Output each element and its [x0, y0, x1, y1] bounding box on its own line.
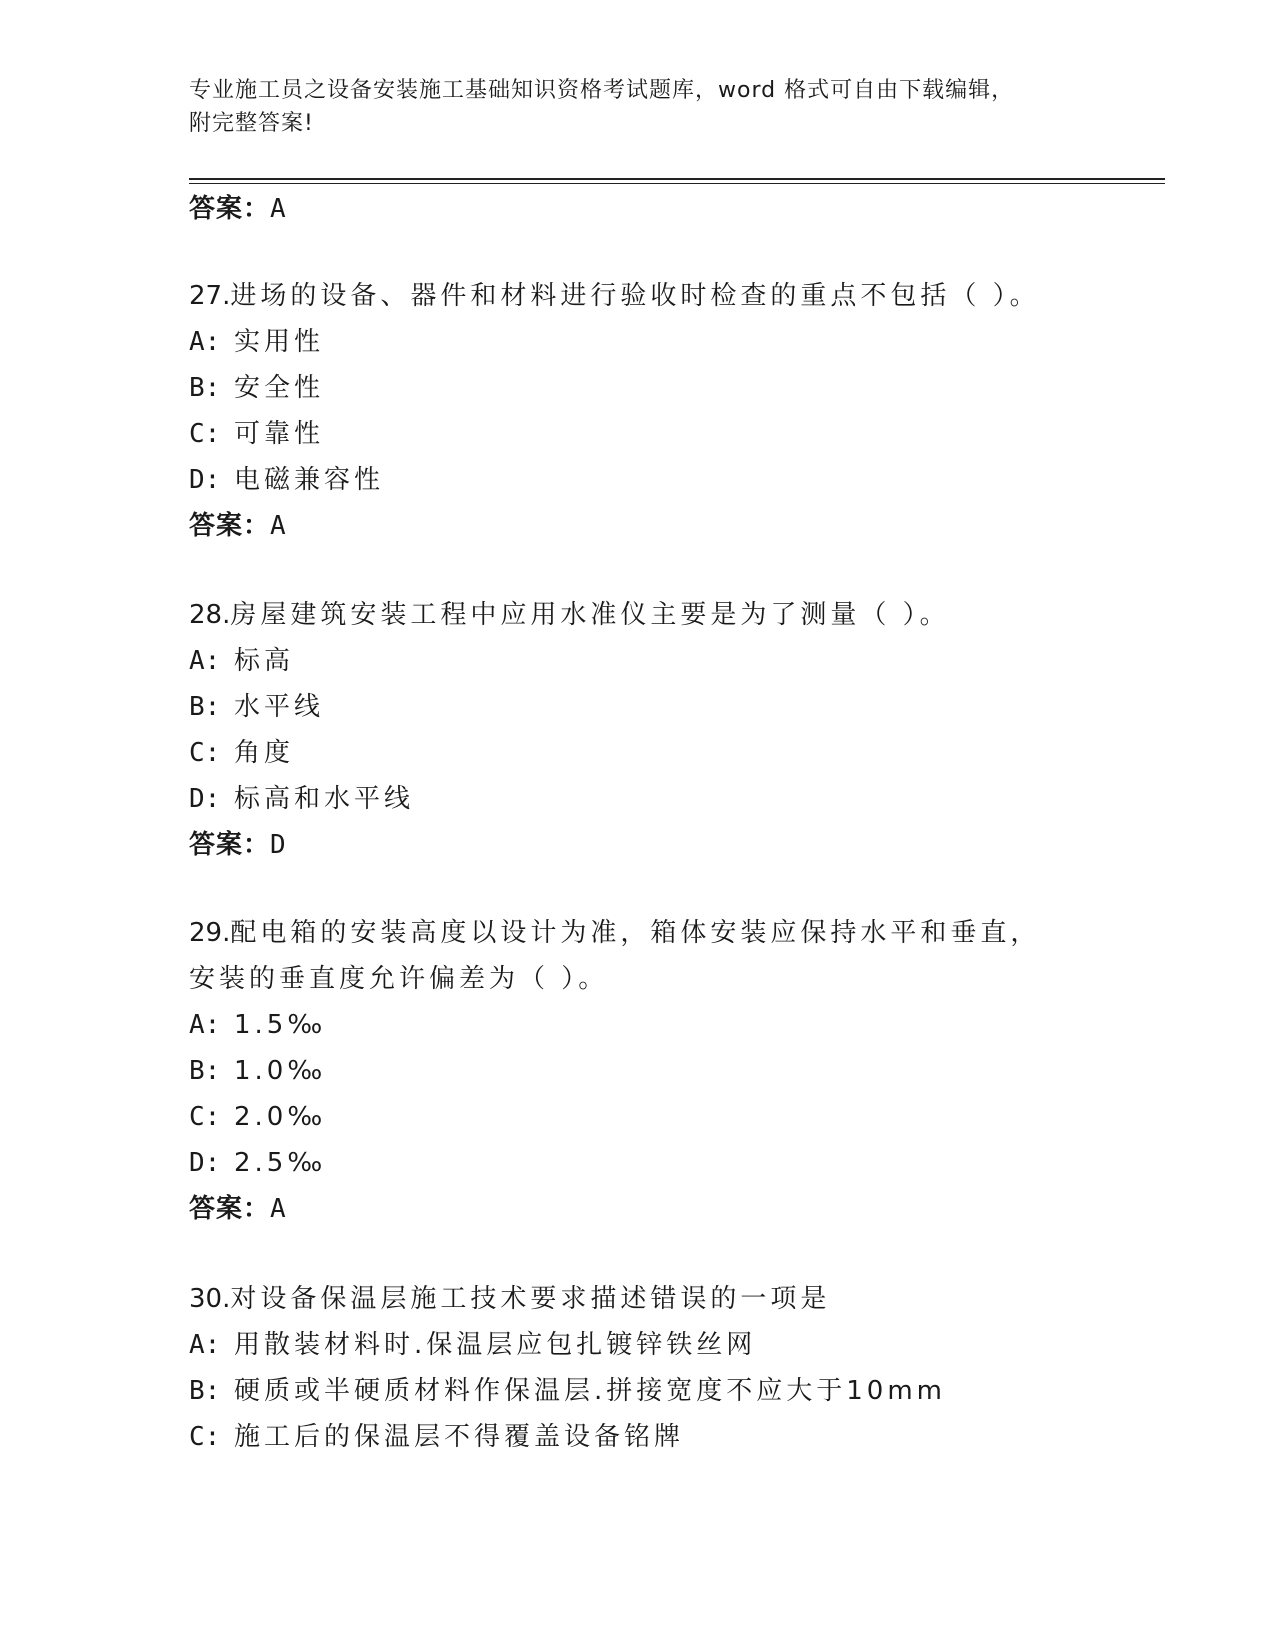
option-text: 安全性	[234, 373, 325, 403]
option-key: A:	[189, 646, 221, 676]
option-key: B:	[189, 373, 221, 403]
answer-value: A	[270, 194, 287, 224]
question-number: 29.	[189, 918, 231, 948]
option-text: 角度	[234, 738, 295, 768]
answer-label: 答案：	[189, 194, 271, 224]
question-27	[189, 273, 1089, 549]
option-a	[189, 638, 1089, 684]
question-29	[189, 910, 1069, 1232]
option-text: 2.0‰	[234, 1102, 327, 1132]
answer-label: 答案：	[189, 511, 271, 541]
question-number: 30.	[189, 1284, 231, 1314]
answer-value: A	[270, 1194, 287, 1224]
option-text: 标高和水平线	[234, 784, 415, 814]
option-key: C:	[189, 1422, 221, 1452]
answer-label: 答案：	[189, 830, 271, 860]
option-c	[189, 1094, 1069, 1140]
option-text: 水平线	[234, 692, 325, 722]
option-d	[189, 1140, 1069, 1186]
option-b	[189, 365, 1089, 411]
option-text: 实用性	[234, 327, 325, 357]
option-text: 标高	[234, 646, 295, 676]
option-b	[189, 1048, 1069, 1094]
question-stem: 对设备保温层施工技术要求描述错误的一项是	[230, 1284, 831, 1314]
option-key: D:	[189, 465, 221, 495]
answer-line	[189, 822, 1089, 868]
option-a	[189, 1002, 1069, 1048]
question-stem: 进场的设备、器件和材料进行验收时检查的重点不包括（ ）。	[230, 281, 1040, 311]
question-30	[189, 1276, 1089, 1460]
option-d	[189, 776, 1089, 822]
option-key: A:	[189, 327, 221, 357]
option-text: 2.5‰	[234, 1148, 327, 1178]
question-stem: 配电箱的安装高度以设计为准，箱体安装应保持水平和垂直，安装的垂直度允许偏差为（ ）。	[189, 918, 1041, 994]
answer-line	[189, 503, 1089, 549]
option-c	[189, 411, 1089, 457]
option-key: D:	[189, 784, 221, 814]
option-b	[189, 1368, 1089, 1414]
option-a	[189, 319, 1089, 365]
option-text: 1.0‰	[234, 1056, 327, 1086]
document-header	[189, 74, 1089, 140]
option-text: 电磁兼容性	[234, 465, 385, 495]
option-key: B:	[189, 1056, 221, 1086]
header-line-2: 附完整答案!	[189, 111, 314, 136]
option-key: A:	[189, 1330, 221, 1360]
previous-answer	[189, 186, 287, 232]
answer-label: 答案：	[189, 1194, 271, 1224]
option-key: B:	[189, 1376, 221, 1406]
question-28	[189, 592, 1089, 868]
option-key: A:	[189, 1010, 221, 1040]
option-key: C:	[189, 1102, 221, 1132]
answer-line	[189, 1186, 1069, 1232]
question-text	[189, 910, 1069, 1002]
question-text	[189, 592, 1089, 638]
header-rule-thin	[189, 183, 1165, 184]
option-text: 用散装材料时.保温层应包扎镀锌铁丝网	[234, 1330, 757, 1360]
option-text: 可靠性	[234, 419, 325, 449]
option-b	[189, 684, 1089, 730]
option-text: 1.5‰	[234, 1010, 327, 1040]
question-text	[189, 273, 1089, 319]
option-c	[189, 1414, 1089, 1460]
question-number: 27.	[189, 281, 231, 311]
option-a	[189, 1322, 1089, 1368]
option-c	[189, 730, 1089, 776]
header-rule-thick	[189, 178, 1165, 180]
option-key: D:	[189, 1148, 221, 1178]
option-text: 施工后的保温层不得覆盖设备铭牌	[234, 1422, 685, 1452]
question-stem: 房屋建筑安装工程中应用水准仪主要是为了测量（ ）。	[230, 600, 950, 630]
option-key: C:	[189, 738, 221, 768]
answer-value: D	[270, 830, 287, 860]
answer-value: A	[270, 511, 287, 541]
header-line-1: 专业施工员之设备安装施工基础知识资格考试题库，word 格式可自由下载编辑，	[189, 78, 1015, 103]
option-d	[189, 457, 1089, 503]
option-text: 硬质或半硬质材料作保温层.拼接宽度不应大于10mm	[234, 1376, 947, 1406]
question-text	[189, 1276, 1089, 1322]
question-number: 28.	[189, 600, 231, 630]
option-key: B:	[189, 692, 221, 722]
option-key: C:	[189, 419, 221, 449]
